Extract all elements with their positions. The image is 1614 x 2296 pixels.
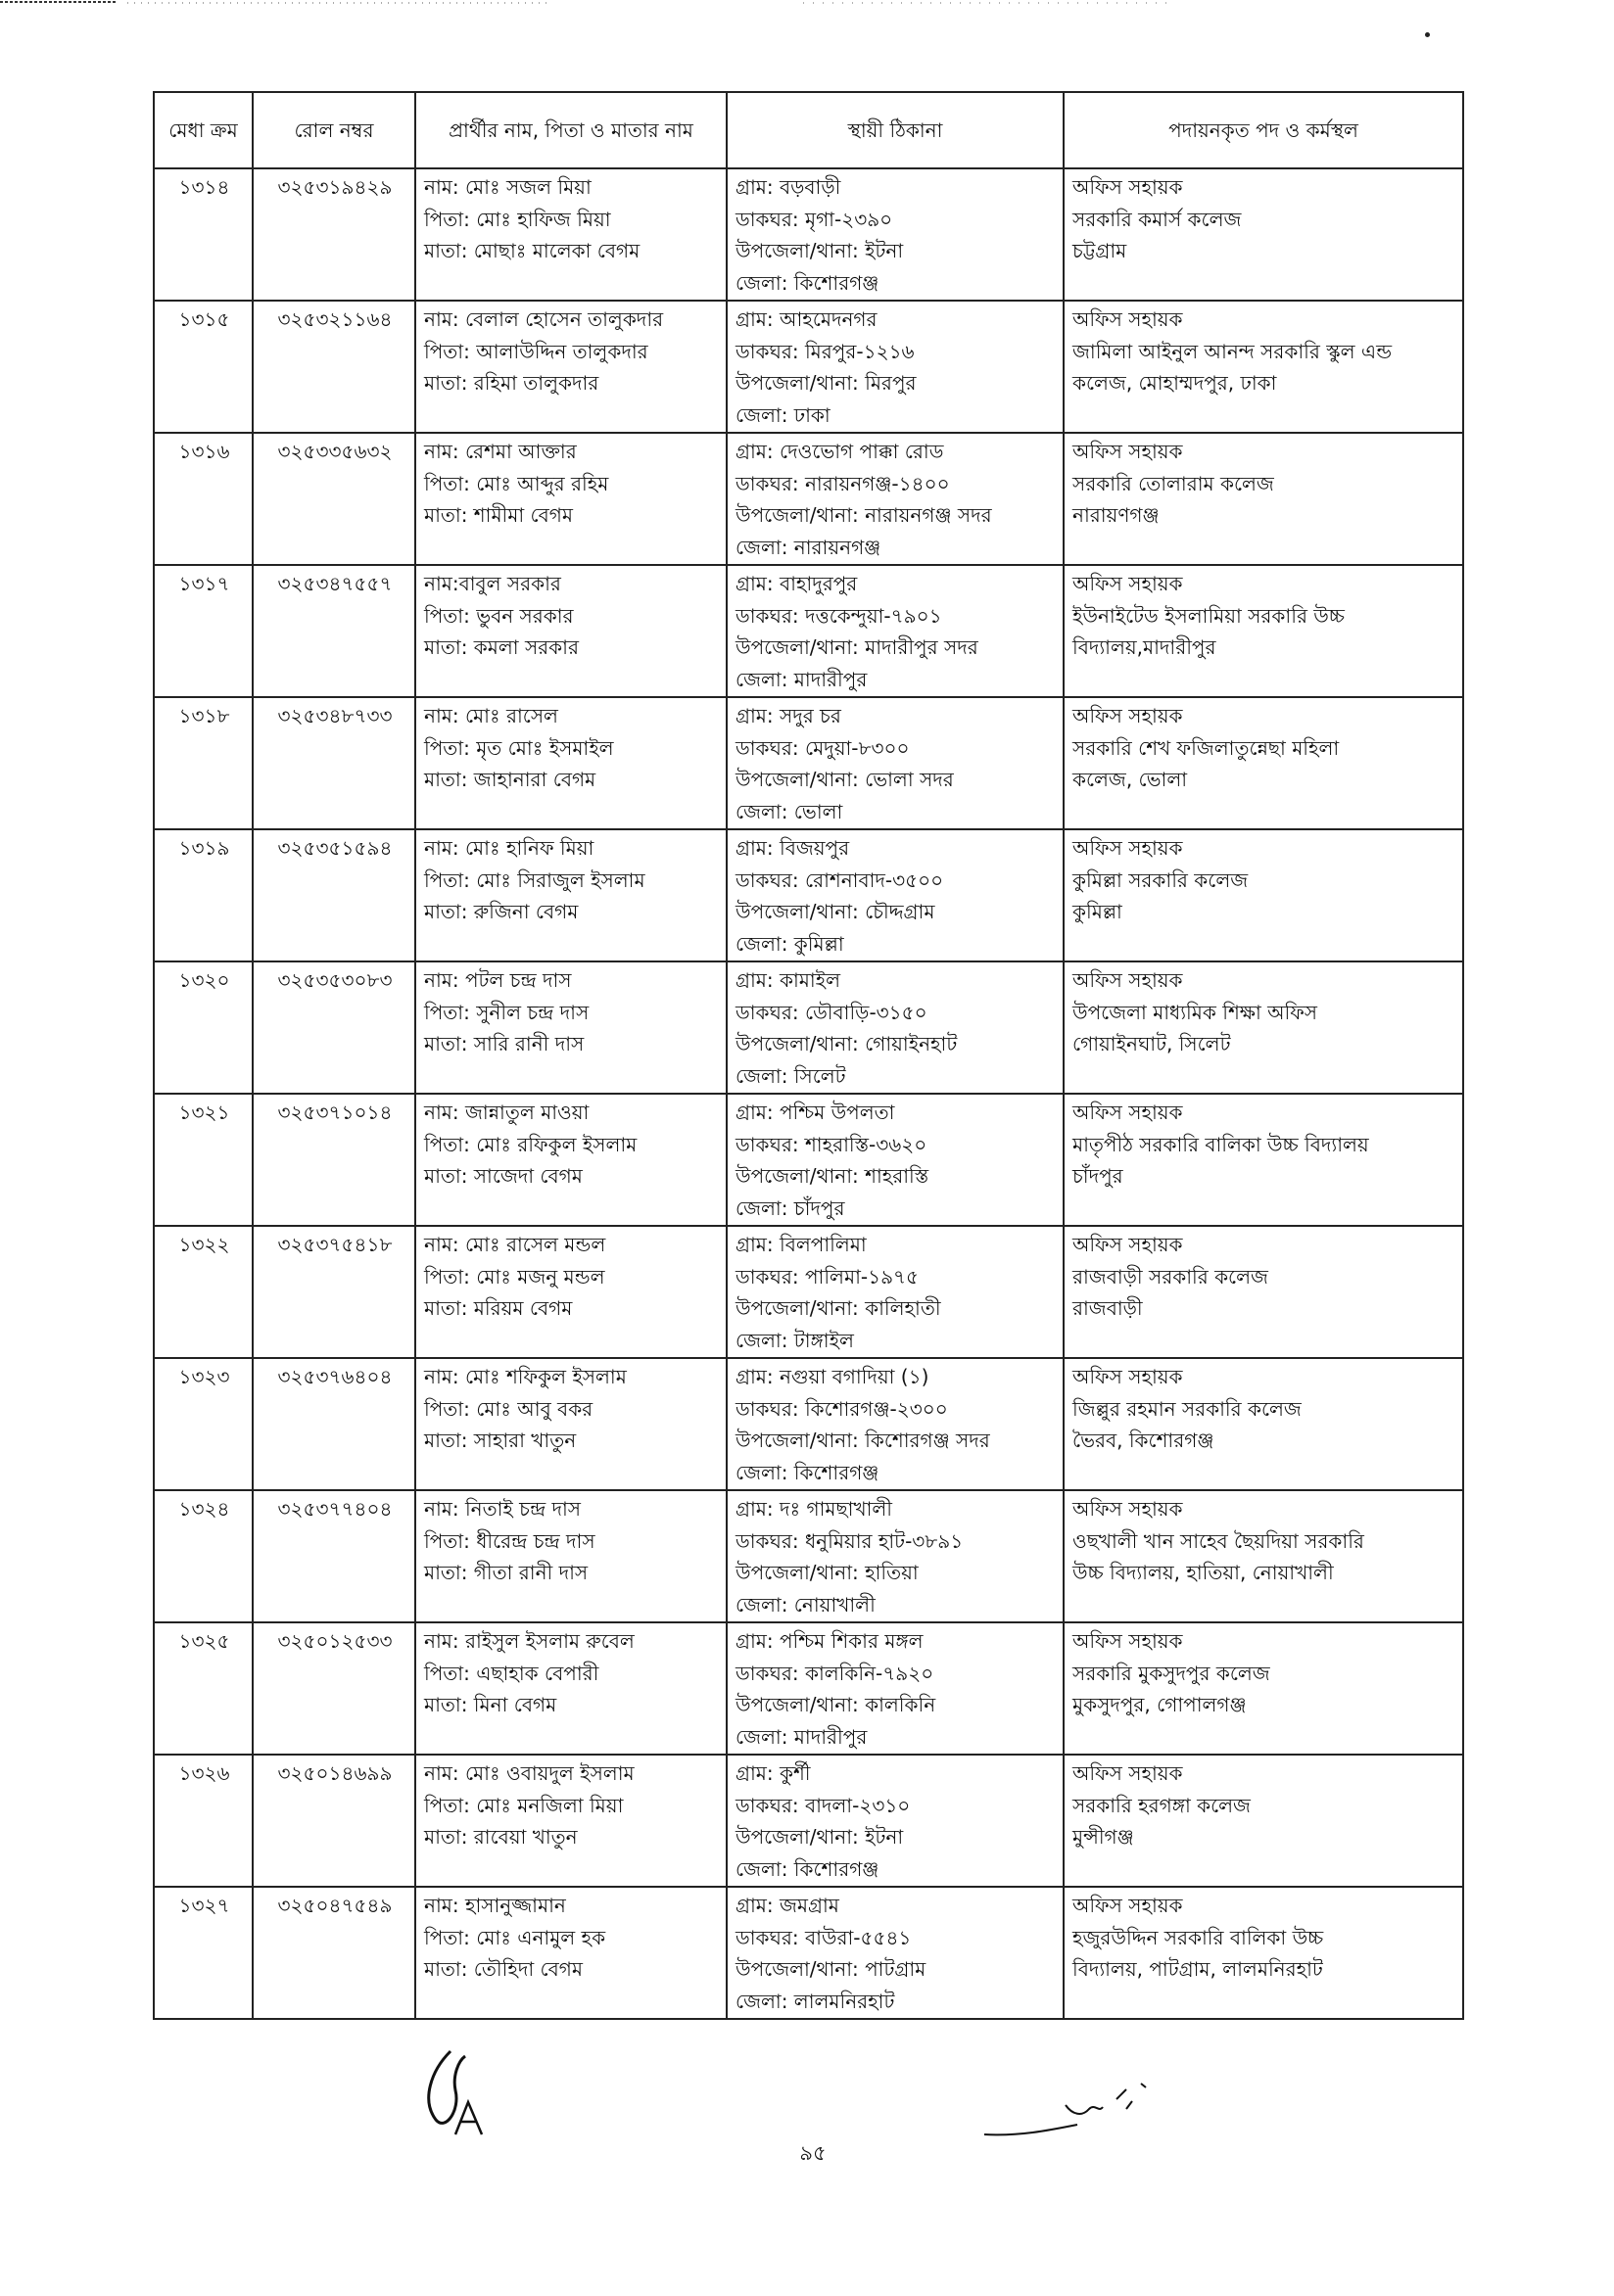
village: গ্রাম: কুর্শী [736,1761,811,1785]
candidate-name: নাম: মোঃ রাসেল মন্ডল [424,1233,606,1256]
workplace-line-2: কলেজ, মোহাম্মদপুর, ঢাকা [1072,371,1277,395]
post-office: ডাকঘর: পালিমা-১৯৭৫ [736,1264,920,1289]
post-title: অফিস সহায়ক [1072,1629,1183,1653]
roll-cell [253,1358,415,1490]
father-name: পিতা: মোঃ রফিকুল ইসলাম [424,1132,638,1156]
name-cell [415,1887,727,2019]
workplace-line-1: উপজেলা মাধ্যমিক শিক্ষা অফিস [1072,1000,1318,1024]
district: জেলা: সিলেট [736,1063,846,1088]
candidate-name: নাম: রাইসুল ইসলাম রুবেল [424,1629,635,1653]
workplace-line-2: কলেজ, ভোলা [1072,768,1188,791]
workplace-line-1: জিল্লুর রহমান সরকারি কলেজ [1072,1396,1302,1421]
workplace-line-2: বিদ্যালয়,মাদারীপুর [1072,635,1216,659]
header-address: স্থায়ী ঠিকানা [727,92,1064,168]
district: জেলা: কিশোরগঞ্জ [736,1460,879,1484]
father-name: পিতা: মোঃ মজনু মন্ডল [424,1264,605,1289]
merit-number: ১৩১৬ [178,440,230,463]
merit-number: ১৩২৪ [178,1497,230,1521]
upazila: উপজেলা/থানা: পাটগ্রাম [736,1957,926,1981]
roll-cell [253,1887,415,2019]
address-cell [727,168,1064,301]
post-office: ডাকঘর: ধনুমিয়ার হাট-৩৮৯১ [736,1528,964,1553]
roll-number: ৩২৫৩৭৭৪০৪ [277,1497,393,1521]
merit-number: ১৩১৭ [178,572,230,595]
posting-cell [1064,1887,1463,2019]
post-office: ডাকঘর: বাউরা-৫৫৪১ [736,1925,912,1949]
candidate-name: নাম: মোঃ শফিকুল ইসলাম [424,1365,627,1388]
candidate-name: নাম: বেলাল হোসেন তালুকদার [424,307,664,331]
workplace-line-1: সরকারি তোলারাম কলেজ [1072,471,1274,495]
mother-name: মাতা: রাবেয়া খাতুন [424,1825,578,1849]
workplace-line-2: মুকসুদপুর, গোপালগঞ্জ [1072,1693,1247,1716]
merit-cell [154,301,253,433]
stray-dot [1425,32,1430,37]
name-cell [415,829,727,961]
workplace-line-2: চাঁদপুর [1072,1164,1123,1188]
header-name: প্রার্থীর নাম, পিতা ও মাতার নাম [415,92,727,168]
upazila: উপজেলা/থানা: হাতিয়া [736,1561,919,1584]
father-name: পিতা: মোঃ মনজিলা মিয়া [424,1793,624,1817]
roll-cell [253,1490,415,1622]
merit-cell [154,168,253,301]
district: জেলা: কিশোরগঞ্জ [736,270,879,295]
roll-number: ৩২৫৩২১১৬৪ [277,307,393,331]
district: জেলা: নোয়াখালী [736,1592,876,1617]
roll-number: ৩২৫৩৪৮৭৩৩ [277,704,393,727]
post-office: ডাকঘর: মেদুয়া-৮৩০০ [736,735,910,760]
posting-cell [1064,1755,1463,1887]
district: জেলা: ঢাকা [736,402,831,427]
posting-cell [1064,1622,1463,1755]
table-row [154,1490,1463,1622]
post-title: অফিস সহায়ক [1072,1365,1183,1388]
post-title: অফিস সহায়ক [1072,1233,1183,1256]
upazila: উপজেলা/থানা: কালিহাতী [736,1296,941,1320]
handwritten-signature [979,2066,1175,2154]
candidate-name: নাম: জান্নাতুল মাওয়া [424,1101,590,1124]
roll-number: ৩২৫৩৫১৫৯৪ [277,836,393,860]
upazila: উপজেলা/থানা: কালকিনি [736,1693,936,1716]
upazila: উপজেলা/থানা: মাদারীপুর সদর [736,635,978,659]
address-cell [727,1887,1064,2019]
table-row [154,1358,1463,1490]
header-merit: মেধা ক্রম [154,92,253,168]
roll-number: ৩২৫৩৭৫৪১৮ [277,1233,393,1256]
header-roll: রোল নম্বর [253,92,415,168]
merit-cell [154,829,253,961]
father-name: পিতা: মোঃ সিরাজুল ইসলাম [424,867,645,892]
post-office: ডাকঘর: বাদলা-২৩১০ [736,1793,911,1817]
roll-number: ৩২৫০৪৭৫৪৯ [277,1894,393,1917]
father-name: পিতা: মোঃ এনামুল হক [424,1925,606,1949]
merit-cell [154,961,253,1094]
roll-number: ৩২৫৩১৯৪২৯ [277,175,393,199]
posting-cell [1064,697,1463,829]
upazila: উপজেলা/থানা: শাহরাস্তি [736,1164,929,1188]
address-cell [727,829,1064,961]
roll-cell [253,961,415,1094]
merit-cell [154,1358,253,1490]
workplace-line-1: ইউনাইটেড ইসলামিয়া সরকারি উচ্চ [1072,603,1345,628]
workplace-line-2: নারায়ণগঞ্জ [1072,503,1160,527]
merit-number: ১৩১৫ [178,307,230,331]
father-name: পিতা: আলাউদ্দিন তালুকদার [424,339,648,363]
merit-cell [154,1887,253,2019]
name-cell [415,565,727,697]
workplace-line-2: কুমিল্লা [1072,900,1122,923]
merit-number: ১৩১৮ [178,704,230,727]
roll-number: ৩২৫৩৭১০১৪ [277,1101,393,1124]
district: জেলা: টাঙ্গাইল [736,1328,854,1352]
header-posting: পদায়নকৃত পদ ও কর্মস্থল [1064,92,1463,168]
father-name: পিতা: সুনীল চন্দ্র দাস [424,1000,590,1024]
roll-cell [253,697,415,829]
district: জেলা: কিশোরগঞ্জ [736,1856,879,1881]
roll-number: ৩২৫৩৩৫৬৩২ [277,440,393,463]
district: জেলা: মাদারীপুর [736,667,868,691]
table-row [154,565,1463,697]
mother-name: মাতা: রুজিনা বেগম [424,900,579,923]
mother-name: মাতা: সাহারা খাতুন [424,1429,577,1452]
name-cell [415,433,727,565]
name-cell [415,1490,727,1622]
workplace-line-1: হজুরউদ্দিন সরকারি বালিকা উচ্চ [1072,1925,1324,1949]
roll-number: ৩২৫৩৭৬৪০৪ [277,1365,393,1388]
candidate-name: নাম:বাবুল সরকার [424,572,561,595]
address-cell [727,301,1064,433]
posting-cell [1064,961,1463,1094]
upazila: উপজেলা/থানা: মিরপুর [736,371,917,395]
workplace-line-1: কুমিল্লা সরকারি কলেজ [1072,867,1249,892]
address-cell [727,1226,1064,1358]
merit-cell [154,1490,253,1622]
village: গ্রাম: দেওভোগ পাক্কা রোড [736,440,944,463]
posting-cell [1064,1226,1463,1358]
father-name: পিতা: মোঃ আবু বকর [424,1396,593,1421]
address-cell [727,565,1064,697]
name-cell [415,961,727,1094]
merit-cell [154,1226,253,1358]
village: গ্রাম: জমগ্রাম [736,1894,839,1917]
roll-cell [253,565,415,697]
post-office: ডাকঘর: মিরপুর-১২১৬ [736,339,915,363]
post-title: অফিস সহায়ক [1072,968,1183,992]
post-title: অফিস সহায়ক [1072,1761,1183,1785]
post-title: অফিস সহায়ক [1072,572,1183,595]
roll-cell [253,1755,415,1887]
merit-cell [154,565,253,697]
roll-cell [253,433,415,565]
village: গ্রাম: নগুয়া বগাদিয়া (১) [736,1365,929,1388]
name-cell [415,301,727,433]
mother-name: মাতা: শামীমা বেগম [424,503,573,527]
post-title: অফিস সহায়ক [1072,1497,1183,1521]
roll-cell [253,1622,415,1755]
scan-top-edge-marks [0,0,1614,29]
mother-name: মাতা: রহিমা তালুকদার [424,371,599,395]
mother-name: মাতা: মিনা বেগম [424,1693,557,1716]
post-office: ডাকঘর: মৃগা-২৩৯০ [736,207,893,231]
candidate-name: নাম: মোঃ রাসেল [424,704,558,727]
merit-number: ১৩২১ [178,1101,230,1124]
name-cell [415,1094,727,1226]
table-row [154,1622,1463,1755]
merit-cell [154,1755,253,1887]
upazila: উপজেলা/থানা: ইটনা [736,239,904,262]
workplace-line-2: বিদ্যালয়, পাটগ্রাম, লালমনিরহাট [1072,1957,1323,1981]
initial-signature [411,2041,519,2149]
table-row [154,1094,1463,1226]
father-name: পিতা: মোঃ হাফিজ মিয়া [424,207,611,231]
post-office: ডাকঘর: কিশোরগঞ্জ-২৩০০ [736,1396,948,1421]
workplace-line-1: ওছখালী খান সাহেব ছৈয়দিয়া সরকারি [1072,1528,1364,1553]
village: গ্রাম: সদুর চর [736,704,841,727]
post-title: অফিস সহায়ক [1072,836,1183,860]
village: গ্রাম: পশ্চিম শিকার মঙ্গল [736,1629,924,1653]
table-row [154,1887,1463,2019]
address-cell [727,1622,1064,1755]
candidate-name: নাম: রেশমা আক্তার [424,440,577,463]
workplace-line-1: সরকারি কমার্স কলেজ [1072,207,1242,231]
post-office: ডাকঘর: ডৌবাড়ি-৩১৫০ [736,1000,927,1024]
name-cell [415,1226,727,1358]
father-name: পিতা: এছাহাক বেপারী [424,1661,599,1685]
post-office: ডাকঘর: নারায়নগঞ্জ-১৪০০ [736,471,950,495]
district: জেলা: মাদারীপুর [736,1724,868,1749]
father-name: পিতা: মৃত মোঃ ইসমাইল [424,735,614,760]
roll-number: ৩২৫৩৪৭৫৫৭ [277,572,393,595]
post-title: অফিস সহায়ক [1072,307,1183,331]
workplace-line-1: সরকারি হরগঙ্গা কলেজ [1072,1793,1251,1817]
workplace-line-2: উচ্চ বিদ্যালয়, হাতিয়া, নোয়াখালী [1072,1561,1334,1584]
table-row [154,697,1463,829]
name-cell [415,1755,727,1887]
posting-cell [1064,168,1463,301]
candidate-name: নাম: নিতাই চন্দ্র দাস [424,1497,582,1521]
mother-name: মাতা: জাহানারা বেগম [424,768,596,791]
posting-cell [1064,301,1463,433]
district: জেলা: চাঁদপুর [736,1195,845,1220]
table-row [154,829,1463,961]
table-row [154,1755,1463,1887]
village: গ্রাম: কামাইল [736,968,840,992]
post-title: অফিস সহায়ক [1072,1894,1183,1917]
upazila: উপজেলা/থানা: নারায়নগঞ্জ সদর [736,503,992,527]
workplace-line-2: রাজবাড়ী [1072,1296,1143,1320]
mother-name: মাতা: সারি রানী দাস [424,1032,585,1055]
merit-number: ১৩২২ [178,1233,230,1256]
merit-number: ১৩২৫ [178,1629,230,1653]
merit-cell [154,697,253,829]
post-office: ডাকঘর: দত্তকেন্দুয়া-৭৯০১ [736,603,942,628]
post-office: ডাকঘর: কালকিনি-৭৯২০ [736,1661,934,1685]
district: জেলা: লালমনিরহাট [736,1989,895,2013]
mother-name: মাতা: কমলা সরকার [424,635,579,659]
posting-cell [1064,1490,1463,1622]
posting-cell [1064,565,1463,697]
post-office: ডাকঘর: রোশনাবাদ-৩৫০০ [736,867,944,892]
upazila: উপজেলা/থানা: ভোলা সদর [736,768,954,791]
workplace-line-1: সরকারি মুকসুদপুর কলেজ [1072,1661,1270,1685]
district: জেলা: নারায়নগঞ্জ [736,535,881,559]
table-row [154,433,1463,565]
table-row [154,1226,1463,1358]
post-title: অফিস সহায়ক [1072,175,1183,199]
merit-number: ১৩২৭ [178,1894,230,1917]
village: গ্রাম: পশ্চিম উপলতা [736,1101,895,1124]
workplace-line-1: সরকারি শেখ ফজিলাতুন্নেছা মহিলা [1072,735,1340,760]
merit-number: ১৩২০ [178,968,230,992]
posting-cell [1064,1358,1463,1490]
district: জেলা: কুমিল্লা [736,931,844,956]
village: গ্রাম: দঃ গামছাখালী [736,1497,892,1521]
name-cell [415,1358,727,1490]
posting-cell [1064,433,1463,565]
candidate-name: নাম: মোঃ হানিফ মিয়া [424,836,594,860]
father-name: পিতা: মোঃ আব্দুর রহিম [424,471,609,495]
mother-name: মাতা: গীতা রানী দাস [424,1561,589,1584]
post-office: ডাকঘর: শাহরাস্তি-৩৬২০ [736,1132,927,1156]
merit-cell [154,433,253,565]
merit-cell [154,1094,253,1226]
page-number: ৯৫ [799,2141,827,2165]
roll-cell [253,829,415,961]
candidate-name: নাম: মোঃ ওবায়দুল ইসলাম [424,1761,635,1785]
workplace-line-2: গোয়াইনঘাট, সিলেট [1072,1032,1231,1055]
merit-number: ১৩২৬ [178,1761,230,1785]
roll-number: ৩২৫০১২৫৩৩ [277,1629,393,1653]
mother-name: মাতা: তৌহিদা বেগম [424,1957,584,1981]
candidate-name: নাম: পটল চন্দ্র দাস [424,968,572,992]
candidate-name: নাম: মোঃ সজল মিয়া [424,175,592,199]
district: জেলা: ভোলা [736,799,843,823]
roll-cell [253,1226,415,1358]
address-cell [727,433,1064,565]
village: গ্রাম: বিজয়পুর [736,836,850,860]
posting-cell [1064,1094,1463,1226]
address-cell [727,1094,1064,1226]
post-title: অফিস সহায়ক [1072,440,1183,463]
merit-number: ১৩১৪ [178,175,230,199]
address-cell [727,961,1064,1094]
name-cell [415,168,727,301]
posting-cell [1064,829,1463,961]
upazila: উপজেলা/থানা: কিশোরগঞ্জ সদর [736,1429,990,1452]
roll-cell [253,1094,415,1226]
address-cell [727,1490,1064,1622]
mother-name: মাতা: মরিয়ম বেগম [424,1296,573,1320]
roll-number: ৩২৫৩৫৩০৮৩ [277,968,393,992]
post-title: অফিস সহায়ক [1072,704,1183,727]
mother-name: মাতা: মোছাঃ মালেকা বেগম [424,239,641,262]
village: গ্রাম: বিলপালিমা [736,1233,867,1256]
address-cell [727,1755,1064,1887]
village: গ্রাম: আহমেদনগর [736,307,878,331]
upazila: উপজেলা/থানা: চৌদ্দগ্রাম [736,900,935,923]
table-row [154,168,1463,301]
post-title: অফিস সহায়ক [1072,1101,1183,1124]
workplace-line-2: মুন্সীগঞ্জ [1072,1825,1134,1849]
address-cell [727,697,1064,829]
father-name: পিতা: ভুবন সরকার [424,603,574,628]
merit-cell [154,1622,253,1755]
candidate-posting-table [153,91,1464,2020]
name-cell [415,1622,727,1755]
workplace-line-2: ভৈরব, কিশোরগঞ্জ [1072,1429,1214,1452]
workplace-line-1: রাজবাড়ী সরকারি কলেজ [1072,1264,1268,1289]
name-cell [415,697,727,829]
address-cell [727,1358,1064,1490]
merit-number: ১৩২৩ [178,1365,230,1388]
workplace-line-1: জামিলা আইনুল আনন্দ সরকারি স্কুল এন্ড [1072,339,1393,363]
village: গ্রাম: বাহাদুরপুর [736,572,858,595]
father-name: পিতা: ধীরেন্দ্র চন্দ্র দাস [424,1528,595,1553]
upazila: উপজেলা/থানা: গোয়াইনহাট [736,1032,958,1055]
candidate-name: নাম: হাসানুজ্জামান [424,1894,566,1917]
roll-cell [253,301,415,433]
table-row [154,961,1463,1094]
roll-number: ৩২৫০১৪৬৯৯ [277,1761,393,1785]
upazila: উপজেলা/থানা: ইটনা [736,1825,904,1849]
table-header-row [154,92,1463,168]
workplace-line-1: মাতৃপীঠ সরকারি বালিকা উচ্চ বিদ্যালয় [1072,1132,1369,1156]
mother-name: মাতা: সাজেদা বেগম [424,1164,583,1188]
village: গ্রাম: বড়বাড়ী [736,175,841,199]
workplace-line-2: চট্টগ্রাম [1072,239,1127,262]
table-row [154,301,1463,433]
merit-number: ১৩১৯ [178,836,230,860]
roll-cell [253,168,415,301]
